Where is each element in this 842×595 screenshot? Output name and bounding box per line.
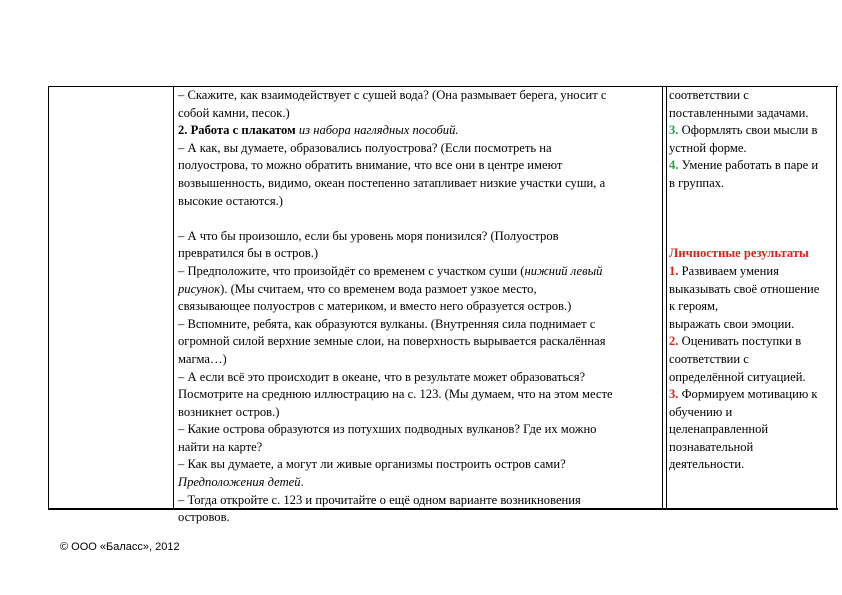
text-line: найти на карте? — [178, 439, 263, 454]
table-left-border — [48, 87, 49, 508]
text-line: собой камни, песок.) — [178, 105, 290, 120]
item-number: 1. — [669, 263, 679, 278]
text-line: – Скажите, как взаимодействует с сушей вода? (Она размывает берега, уносит с — [178, 88, 607, 102]
italic-span: рисунок — [178, 281, 221, 296]
column-divider — [666, 87, 667, 508]
text-line: к героям, — [669, 299, 719, 314]
text-line: определённой ситуацией. — [669, 369, 806, 384]
text-line: в группах. — [669, 175, 725, 190]
list-item — [669, 157, 841, 175]
text-line: Посмотрите на среднюю иллюстрацию на с. 123. (Мы думаем, что на этом месте — [178, 387, 613, 402]
list-item — [669, 122, 841, 140]
text-line: – Тогда откройте с. 123 и прочитайте о ещё одном варианте возникновения — [178, 492, 581, 507]
section-heading-bold: 2. Работа с плакатом — [178, 123, 296, 138]
text-line: устной форме. — [669, 140, 747, 155]
text-line: полуострова, то можно обратить внимание, что все они в центре имеют — [178, 158, 563, 173]
item-text: Формируем мотивацию к — [678, 387, 818, 402]
text-line: выражать свои эмоции. — [669, 316, 795, 331]
text-span: ). (Мы считаем, что со временем вода размоет узкое место, — [220, 281, 537, 296]
item-number: 3. — [669, 123, 679, 138]
item-number: 2. — [669, 334, 679, 349]
column-divider — [173, 87, 174, 508]
text-line: – Какие острова образуются из потухших подводных вулканов? Где их можно — [178, 422, 597, 437]
section-heading-italic: из набора наглядных пособий. — [295, 123, 459, 138]
text-line: – А что бы произошло, если бы уровень моря понизился? (Полуостров — [178, 228, 559, 243]
text-line: поставленными задачами. — [669, 105, 809, 120]
item-text: Умение работать в паре и — [678, 158, 819, 173]
text-line: магма…) — [178, 351, 227, 366]
paragraph-gap — [669, 193, 841, 211]
text-line — [178, 474, 658, 492]
text-line: высокие остаются.) — [178, 193, 283, 208]
text-span: – Предположите, что произойдёт со временем с участком суши ( — [178, 263, 525, 278]
text-line — [178, 281, 658, 299]
item-text: Оценивать поступки в — [678, 334, 802, 349]
text-line: островов. — [178, 510, 230, 525]
personal-results-heading: Личностные результаты — [669, 246, 809, 261]
text-line: – А как, вы думаете, образовались полуострова? (Если посмотреть на — [178, 140, 552, 155]
text-line: соответствии с — [669, 88, 749, 102]
text-line: связывающее полуостров с материком, и вместо него образуется остров.) — [178, 299, 572, 314]
section-heading — [178, 122, 658, 140]
text-line: – Вспомните, ребята, как образуются вулканы. (Внутренняя сила поднимает с — [178, 316, 596, 331]
italic-span: Предположения детей — [178, 475, 301, 490]
paragraph-gap — [669, 210, 841, 228]
text-line: – А если всё это происходит в океане, что в результате может образоваться? — [178, 369, 586, 384]
text-span: . — [300, 475, 304, 490]
item-text: Развиваем умения — [678, 263, 779, 278]
text-line: деятельности. — [669, 457, 745, 472]
text-line: познавательной — [669, 439, 754, 454]
text-line: обучению и — [669, 404, 733, 419]
paragraph-gap — [669, 228, 841, 246]
text-line: выказывать своё отношение — [669, 281, 820, 296]
text-line: возвышенность, видимо, океан постепенно затапливает низкие участки суши, а — [178, 175, 606, 190]
text-line: соответствии с — [669, 351, 749, 366]
italic-span: нижний левый — [524, 263, 603, 278]
text-line — [178, 263, 658, 281]
text-line: целенаправленной — [669, 422, 769, 437]
list-item — [669, 333, 841, 351]
teacher-activity-column — [178, 87, 658, 527]
column-divider — [662, 87, 663, 508]
text-line: – Как вы думаете, а могут ли живые организмы построить остров сами? — [178, 457, 566, 472]
text-line: огромной силой верхние земные слои, на поверхность вырывается раскалённая — [178, 334, 606, 349]
text-line: возникнет остров.) — [178, 404, 280, 419]
lesson-table — [48, 86, 838, 525]
paragraph-gap — [178, 210, 658, 228]
item-number: 4. — [669, 158, 679, 173]
item-text: Оформлять свои мысли в — [678, 123, 818, 138]
item-number: 3. — [669, 387, 679, 402]
copyright-footer: © ООО «Баласс», 2012 — [60, 541, 180, 553]
results-column — [669, 87, 841, 474]
list-item — [669, 263, 841, 281]
list-item — [669, 386, 841, 404]
text-line: превратился бы в остров.) — [178, 246, 319, 261]
